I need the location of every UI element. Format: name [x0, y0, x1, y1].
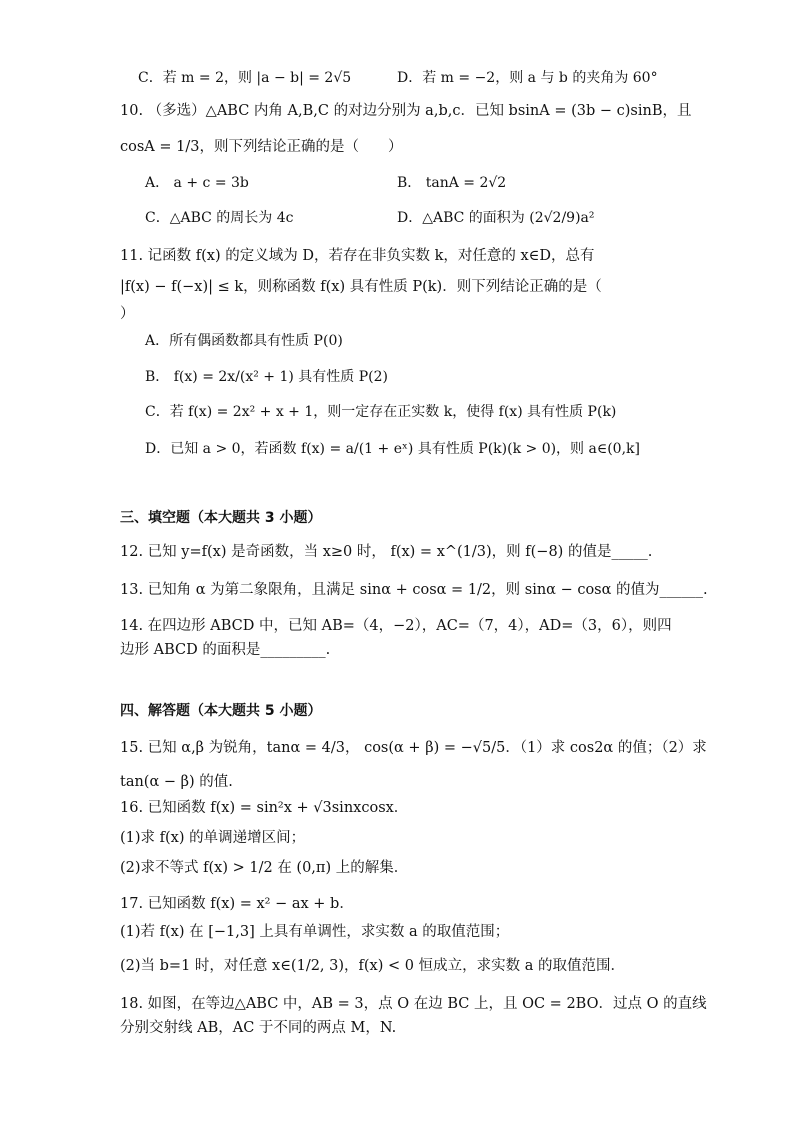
q11-stem-line2: |f(x) − f(−x)| ≤ k，则称函数 f(x) 具有性质 P(k)．则下列结论正确的是（	[120, 279, 602, 295]
q10-option-c: C．△ABC 的周长为 4c	[145, 210, 294, 226]
q11-option-a: A．所有偶函数都具有性质 P(0)	[145, 333, 343, 349]
q18-line1: 18. 如图，在等边△ABC 中，AB = 3，点 O 在边 BC 上，且 OC = 2BO．过点 O 的直线	[120, 996, 707, 1012]
q11-stem-line3: ）	[120, 306, 135, 322]
q10-option-a: A． a + c = 3b	[145, 175, 249, 191]
q18-line2: 分别交射线 AB，AC 于不同的两点 M，N.	[120, 1020, 397, 1036]
q15-line2: tan(α − β) 的值.	[120, 774, 233, 790]
q10-stem-line1: 10. （多选）△ABC 内角 A,B,C 的对边分别为 a,b,c．已知 bsinA = (3b − c)sinB，且	[120, 103, 692, 119]
q9-option-d: D．若 m = −2，则 a 与 b 的夹角为 60°	[397, 70, 658, 86]
q11-option-d: D．已知 a > 0，若函数 f(x) = a/(1 + eˣ) 具有性质 P(k)(k > 0)，则 a∈(0,k]	[145, 441, 640, 457]
q17-part2: (2)当 b=1 时，对任意 x∈(1/2, 3)，f(x) < 0 恒成立，求实数 a 的取值范围．	[120, 958, 625, 974]
q14-line1: 14. 在四边形 ABCD 中，已知 AB=（4，−2），AC=（7，4），AD=（3，6），则四	[120, 618, 672, 634]
q11-option-c: C．若 f(x) = 2x² + x + 1，则一定存在正实数 k，使得 f(x) 具有性质 P(k)	[145, 404, 617, 420]
q11-stem-line1: 11. 记函数 f(x) 的定义域为 D，若存在非负实数 k，对任意的 x∈D，总有	[120, 248, 595, 264]
q10-option-b: B． tanA = 2√2	[397, 175, 507, 191]
q17-stem: 17. 已知函数 f(x) = x² − ax + b．	[120, 896, 354, 912]
q16-stem: 16. 已知函数 f(x) = sin²x + √3sinxcosx．	[120, 800, 409, 816]
q11-option-b: B． f(x) = 2x/(x² + 1) 具有性质 P(2)	[145, 369, 389, 385]
q10-stem-line2: cosA = 1/3，则下列结论正确的是（ ）	[120, 139, 403, 155]
q17-part1: (1)若 f(x) 在 [−1,3] 上具有单调性，求实数 a 的取值范围；	[120, 924, 510, 940]
q16-part2: (2)求不等式 f(x) > 1/2 在 (0,π) 上的解集．	[120, 860, 409, 876]
section-fill-in-heading: 三、填空题（本大题共 3 小题）	[120, 510, 322, 526]
q15-line1: 15. 已知 α,β 为锐角，tanα = 4/3， cos(α + β) = −√5/5．（1）求 cos2α 的值；（2）求	[120, 740, 707, 756]
q13: 13. 已知角 α 为第二象限角，且满足 sinα + cosα = 1/2，则 sinα − cosα 的值为______.	[120, 582, 708, 598]
q10-option-d: D．△ABC 的面积为 (2√2/9)a²	[397, 210, 595, 226]
q9-option-c: C．若 m = 2，则 |a − b| = 2√5	[138, 70, 352, 86]
section-answer-heading: 四、解答题（本大题共 5 小题）	[120, 703, 322, 719]
q16-part1: (1)求 f(x) 的单调递增区间；	[120, 830, 306, 846]
q14-line2: 边形 ABCD 的面积是_________.	[120, 642, 331, 658]
q12: 12. 已知 y=f(x) 是奇函数，当 x≥0 时， f(x) = x^(1/3)，则 f(−8) 的值是_____.	[120, 544, 653, 560]
